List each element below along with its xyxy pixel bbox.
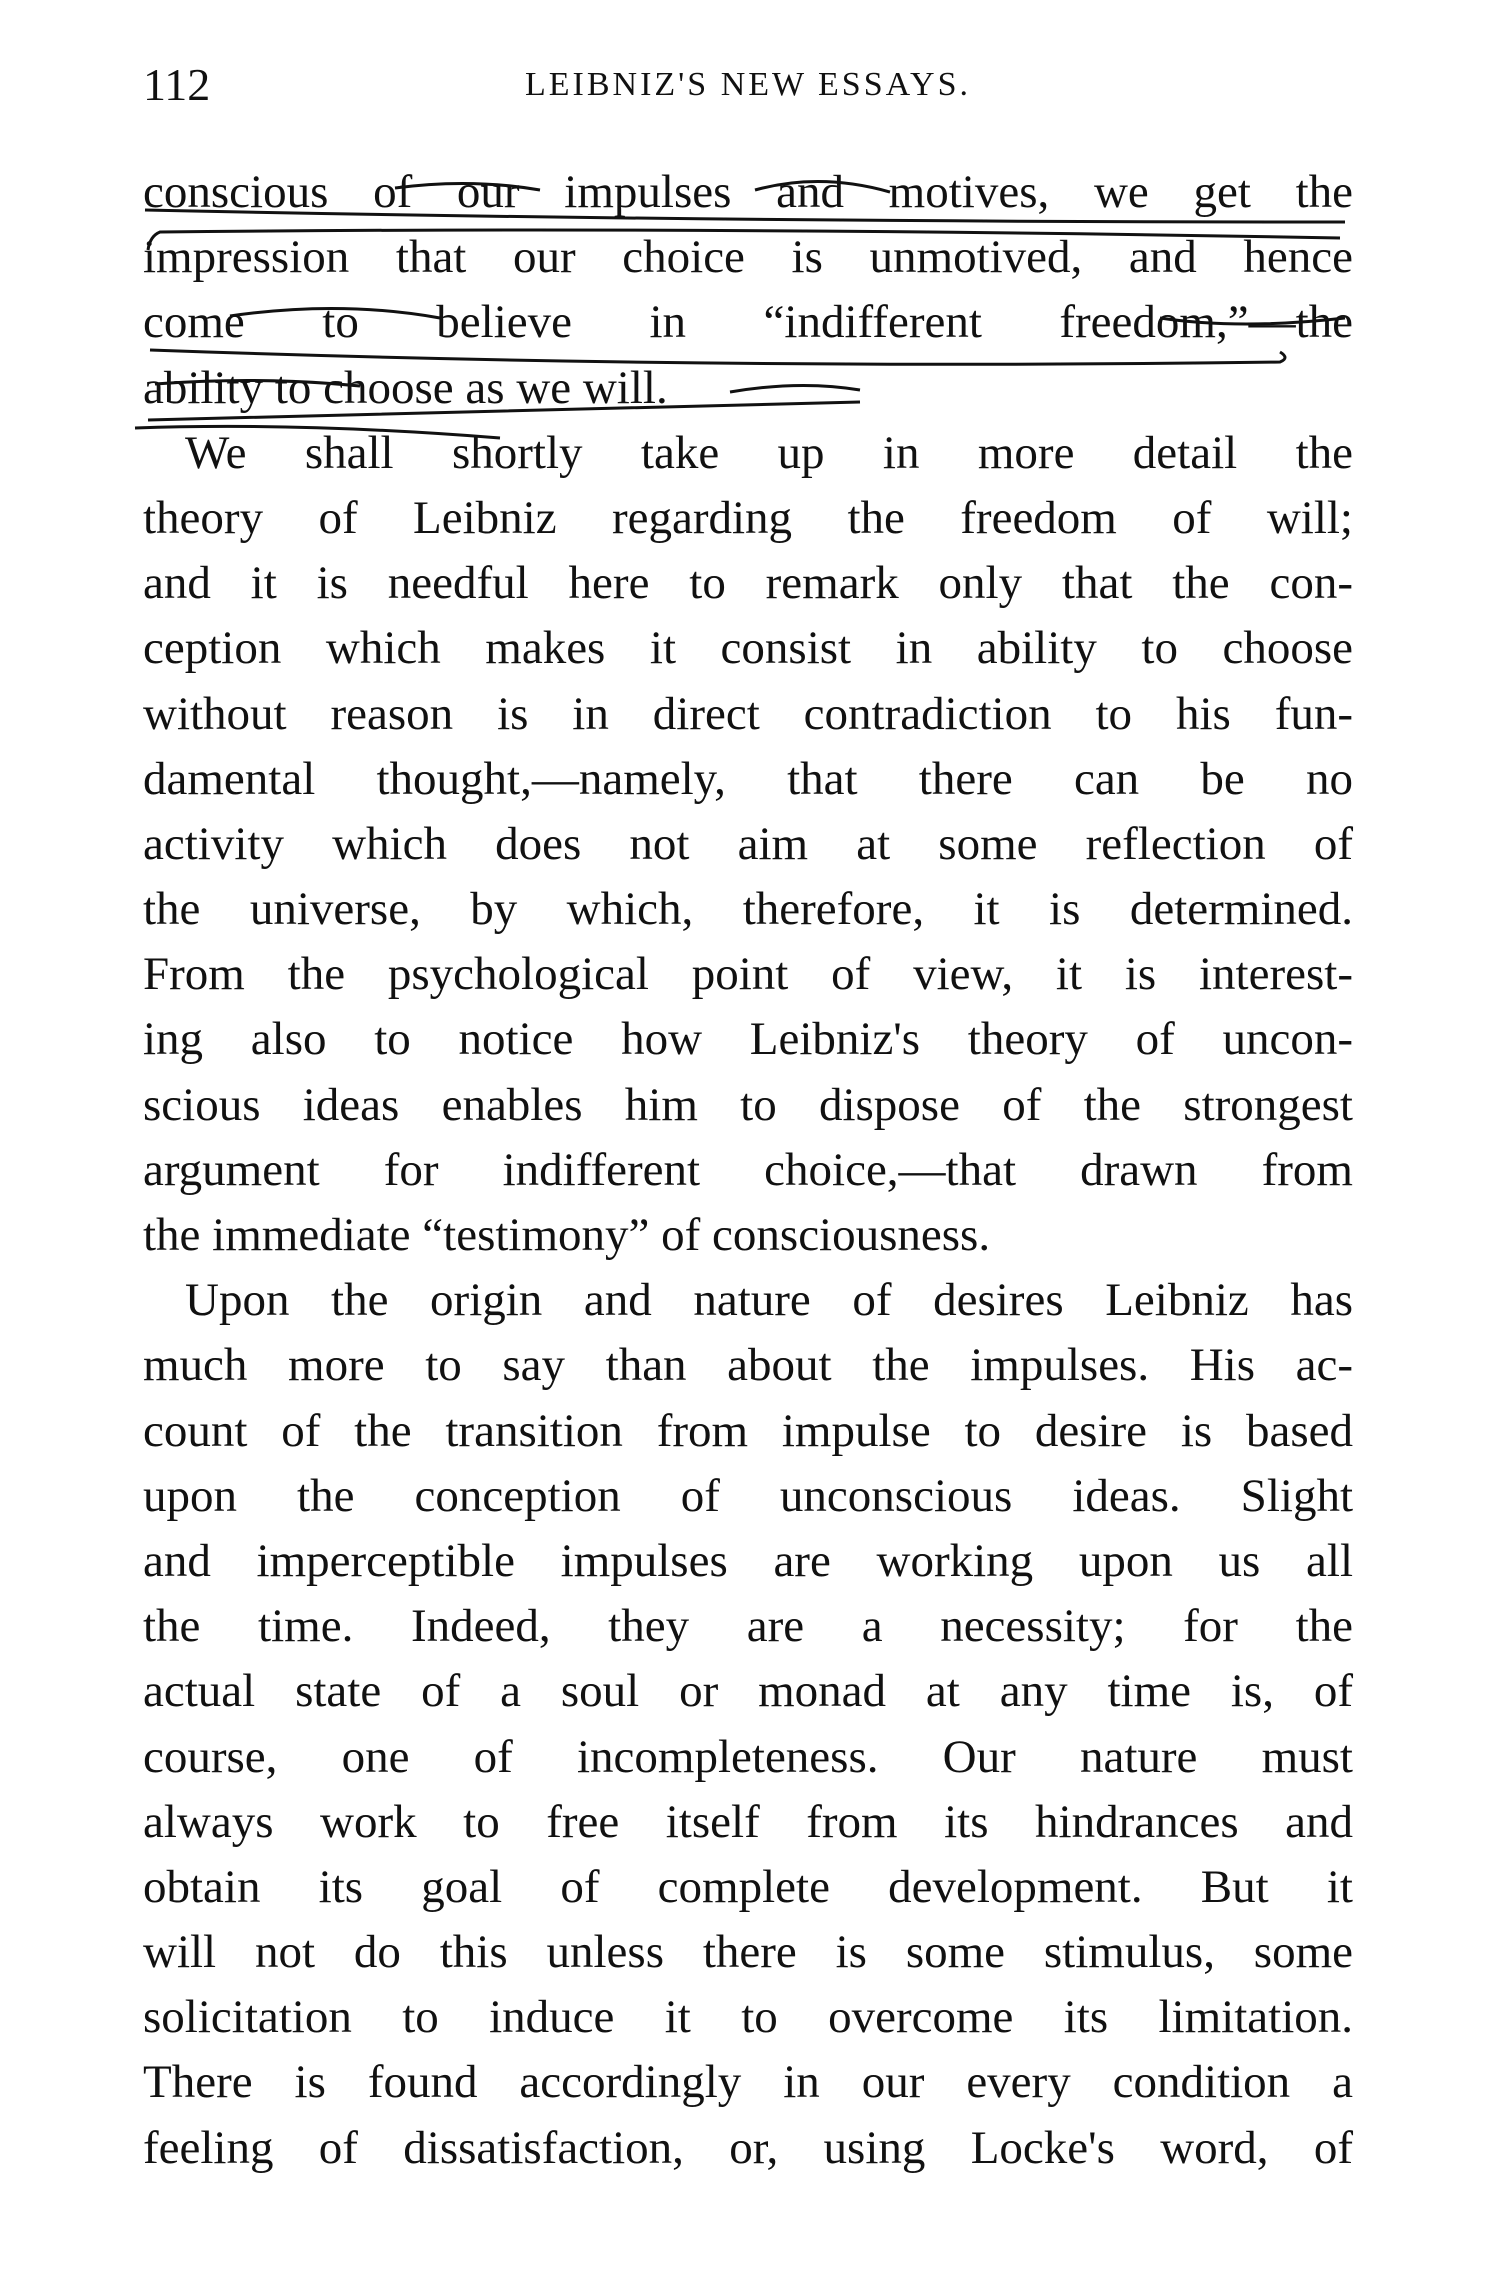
text-line: impression that our choice is unmotived, and hence — [143, 231, 1353, 284]
text-line: count of the transition from impulse to desire is based — [143, 1404, 1353, 1457]
text-line: the universe, by which, therefore, it is determined. — [143, 883, 1353, 936]
text-line: From the psychological point of view, it is interest- — [143, 948, 1353, 1001]
text-line: We shall shortly take up in more detail the — [185, 426, 1353, 479]
text-line: scious ideas enables him to dispose of the strongest — [143, 1078, 1353, 1131]
text-line: Upon the origin and nature of desires Leibniz has — [185, 1274, 1353, 1327]
text-line: theory of Leibniz regarding the freedom of will; — [143, 491, 1353, 544]
text-line: the time. Indeed, they are a necessity; for the — [143, 1600, 1353, 1653]
text-line: There is found accordingly in our every condition a — [143, 2056, 1353, 2109]
text-line: damental thought,—namely, that there can be no — [143, 752, 1353, 805]
text-line: and imperceptible impulses are working upon us all — [143, 1534, 1353, 1587]
text-line: will not do this unless there is some stimulus, some — [143, 1926, 1353, 1979]
text-line: ability to choose as we will. — [143, 361, 668, 414]
text-line: ing also to notice how Leibniz's theory of uncon- — [143, 1013, 1353, 1066]
text-line: solicitation to induce it to overcome its limitation. — [143, 1991, 1353, 2044]
page-number: 112 — [143, 59, 211, 110]
text-line: course, one of incompleteness. Our nature must — [143, 1730, 1353, 1783]
text-line: the immediate “testimony” of consciousness. — [143, 1209, 991, 1261]
text-line: activity which does not aim at some reflection of — [143, 817, 1353, 870]
text-line: come to believe in “indifferent freedom,”—the — [143, 296, 1353, 349]
text-line: upon the conception of unconscious ideas. Slight — [143, 1469, 1353, 1522]
running-title: LEIBNIZ'S NEW ESSAYS. — [525, 66, 971, 103]
text-line: argument for indifferent choice,—that drawn from — [143, 1143, 1353, 1196]
text-line: conscious of our impulses and motives, we get the — [143, 166, 1353, 218]
text-line: ception which makes it consist in ability to choose — [143, 622, 1353, 675]
text-line: actual state of a soul or monad at any time is, of — [143, 1665, 1353, 1718]
text-line: much more to say than about the impulses. His ac- — [143, 1339, 1353, 1392]
text-line: without reason is in direct contradiction to his fun- — [143, 687, 1353, 740]
text-line: obtain its goal of complete development. But it — [143, 1860, 1353, 1913]
text-line: and it is needful here to remark only that the con- — [143, 557, 1353, 610]
page-body-text — [143, 160, 1353, 2181]
page-header — [143, 58, 1353, 118]
text-line: always work to free itself from its hindrances and — [143, 1795, 1353, 1848]
text-line: feeling of dissatisfaction, or, using Locke's word, of — [143, 2121, 1353, 2174]
